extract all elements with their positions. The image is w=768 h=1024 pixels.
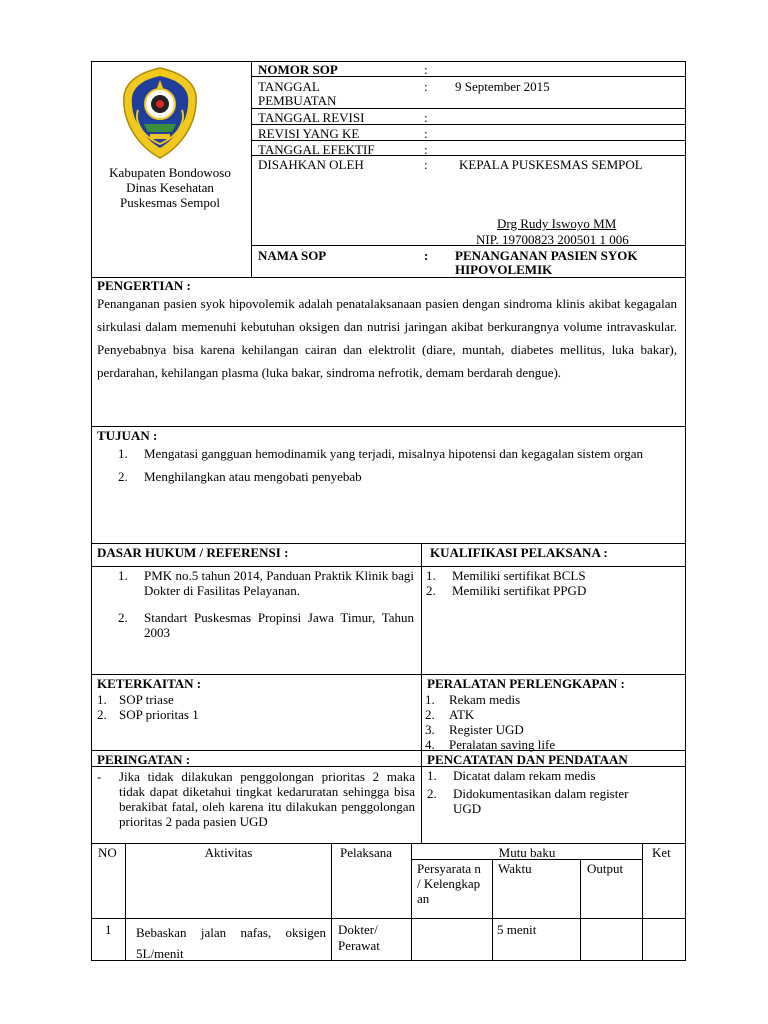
list-item xyxy=(118,610,414,640)
tanggal-pembuatan-colon: : xyxy=(424,79,428,94)
list-item xyxy=(118,443,677,464)
list-text: Register UGD xyxy=(449,722,524,737)
list-number: 2. xyxy=(425,707,435,722)
kualifikasi-title: KUALIFIKASI PELAKSANA : xyxy=(430,545,608,560)
list-item xyxy=(97,707,199,722)
table-col xyxy=(331,843,332,960)
header-rule xyxy=(251,140,686,141)
keterkaitan-title: KETERKAITAN : xyxy=(97,676,202,691)
table-col xyxy=(642,843,643,960)
table-header-aktivitas: Aktivitas xyxy=(204,845,253,860)
nama-sop-label: NAMA SOP xyxy=(258,248,327,263)
list-number: 2. xyxy=(118,469,128,484)
border-right xyxy=(685,61,686,961)
tanggal-pembuatan-label-1: TANGGAL xyxy=(258,79,320,94)
list-text: ATK xyxy=(449,707,475,722)
table-header-persyaratan: Persyarata n / Kelengkap an xyxy=(417,861,481,906)
table-rule xyxy=(91,918,686,919)
header-rule xyxy=(251,124,686,125)
table-cell-pelaksana: Dokter/ Perawat xyxy=(338,922,380,953)
table-header-no: NO xyxy=(98,845,117,860)
list-item xyxy=(118,568,414,598)
list-number: 4. xyxy=(425,737,435,752)
disahkan-colon: : xyxy=(424,157,428,172)
pengertian-title: PENGERTIAN : xyxy=(97,278,191,293)
table-col xyxy=(580,859,581,960)
list-text: Rekam medis xyxy=(449,692,521,707)
list-text: Menghilangkan atau mengobati penyebab xyxy=(144,469,362,484)
nama-sop-value-2: HIPOVOLEMIK xyxy=(455,262,553,277)
nama-sop-colon: : xyxy=(424,248,429,263)
list-text: SOP prioritas 1 xyxy=(119,707,199,722)
list-number: 1. xyxy=(426,568,436,583)
tanggal-revisi-colon: : xyxy=(424,110,428,125)
disahkan-value: KEPALA PUSKESMAS SEMPOL xyxy=(459,157,643,172)
tujuan-list xyxy=(118,443,677,487)
table-col xyxy=(125,843,126,960)
org-name xyxy=(92,165,248,210)
logo xyxy=(120,66,200,162)
dasar-hukum-title: DASAR HUKUM / REFERENSI : xyxy=(97,545,289,560)
table-header-pelaksana: Pelaksana xyxy=(340,845,392,860)
section-divider xyxy=(421,543,422,843)
disahkan-label: DISAHKAN OLEH xyxy=(258,157,364,172)
keterkaitan-list xyxy=(97,692,199,722)
org-line-3: Puskesmas Sempol xyxy=(119,195,221,210)
peralatan-title: PERALATAN PERLENGKAPAN : xyxy=(427,676,625,691)
list-item xyxy=(425,707,555,722)
list-text: SOP triase xyxy=(119,692,174,707)
section-rule xyxy=(91,277,686,278)
table-header-mutu-baku: Mutu baku xyxy=(498,845,556,860)
list-text: Standart Puskesmas Propinsi Jawa Timur, Tahun 2003 xyxy=(144,610,414,640)
table-bottom xyxy=(91,960,686,961)
nomor-sop-colon: : xyxy=(424,62,428,77)
peringatan-text: Jika tidak dilakukan penggolongan prioritas 2 maka tidak dapat diketahui tingkat kedaruratan sehingga bisa berakibat fatal, oleh karena itu dilakukan penggolongan prioritas 2 pada pasien UGD xyxy=(119,769,415,829)
header-rule xyxy=(251,76,686,77)
signatory-nip: NIP. 19700823 200501 1 006 xyxy=(476,232,629,247)
list-number: 1. xyxy=(118,568,128,583)
section-rule xyxy=(91,426,686,427)
list-item xyxy=(425,722,555,737)
border-left xyxy=(91,61,92,961)
section-rule xyxy=(91,674,686,675)
list-number: 3. xyxy=(425,722,435,737)
section-rule xyxy=(91,766,686,767)
list-number: 1. xyxy=(427,768,437,783)
table-header-ket: Ket xyxy=(652,845,671,860)
table-col xyxy=(492,859,493,960)
list-text: Peralatan saving life xyxy=(449,737,556,752)
tanggal-pembuatan-label-2: PEMBUATAN xyxy=(258,93,337,108)
list-item xyxy=(426,583,586,598)
table-rule xyxy=(91,843,686,844)
list-number: 2. xyxy=(427,786,437,801)
table-header-waktu: Waktu xyxy=(498,861,532,876)
table-col xyxy=(411,843,412,960)
header-rule xyxy=(251,108,686,109)
list-item xyxy=(427,786,657,816)
list-text: Mengatasi gangguan hemodinamik yang terjadi, misalnya hipotensi dan kegagalan sistem organ xyxy=(144,446,644,461)
list-number: 1. xyxy=(425,692,435,707)
nama-sop-value-1: PENANGANAN PASIEN SYOK xyxy=(455,248,638,263)
org-line-1: Kabupaten Bondowoso xyxy=(109,165,231,180)
header-rule xyxy=(251,155,686,156)
kualifikasi-list xyxy=(426,568,586,598)
table-cell-aktivitas: Bebaskan jalan nafas, oksigen 5L/menit xyxy=(136,925,326,961)
list-number: 1. xyxy=(118,446,128,461)
list-text: Dicatat dalam rekam medis xyxy=(453,768,596,783)
tanggal-pembuatan-value: 9 September 2015 xyxy=(455,79,550,94)
emblem-icon xyxy=(120,66,200,162)
section-rule xyxy=(91,750,686,751)
tanggal-efektif-colon: : xyxy=(424,142,428,157)
list-number: 1. xyxy=(97,692,107,707)
revisi-ke-label: REVISI YANG KE xyxy=(258,126,360,141)
list-number: 2. xyxy=(97,707,107,722)
list-text: PMK no.5 tahun 2014, Panduan Praktik Klinik bagi Dokter di Fasilitas Pelayanan. xyxy=(144,568,414,598)
list-text: Didokumentasikan dalam register UGD xyxy=(453,786,629,816)
peringatan-title: PERINGATAN : xyxy=(97,752,191,767)
list-text: Memiliki sertifikat BCLS xyxy=(452,568,586,583)
list-item xyxy=(427,768,657,783)
list-item xyxy=(425,692,555,707)
peralatan-list xyxy=(425,692,555,752)
section-rule xyxy=(91,543,686,544)
org-line-2: Dinas Kesehatan xyxy=(126,180,214,195)
tanggal-revisi-label: TANGGAL REVISI xyxy=(258,110,365,125)
list-number: 2. xyxy=(426,583,436,598)
table-cell-no: 1 xyxy=(105,922,112,937)
peringatan-bullet: - xyxy=(97,769,102,784)
signatory-name: Drg Rudy Iswoyo MM xyxy=(497,216,617,231)
table-header-output: Output xyxy=(587,861,624,876)
pencatatan-title: PENCATATAN DAN PENDATAAN xyxy=(427,752,628,767)
section-rule xyxy=(91,566,686,567)
dasar-hukum-list xyxy=(118,568,414,640)
table-rule xyxy=(411,859,643,860)
list-item xyxy=(426,568,586,583)
tanggal-efektif-label: TANGGAL EFEKTIF xyxy=(258,142,375,157)
table-cell-waktu: 5 menit xyxy=(497,922,537,937)
nomor-sop-label: NOMOR SOP xyxy=(258,62,338,77)
pencatatan-list xyxy=(427,768,657,816)
tujuan-title: TUJUAN : xyxy=(97,428,158,443)
list-text: Memiliki sertifikat PPGD xyxy=(452,583,587,598)
list-item xyxy=(97,692,199,707)
list-number: 2. xyxy=(118,610,128,625)
revisi-ke-colon: : xyxy=(424,126,428,141)
list-item xyxy=(118,466,677,487)
border-top xyxy=(91,61,686,62)
header-rule xyxy=(251,245,686,246)
pengertian-text: Penanganan pasien syok hipovolemik adalah penatalaksanaan pasien dengan sindroma klinis akibat kegagalan sirkulasi dalam memenuhi kebutuhan oksigen dan nutrisi jaringan akibat berkurangnya volume intravaskular. Penyebabnya bisa karena kehilangan cairan dan elektrolit (diare, muntah, diabetes mellitus, luka bakar), perdarahan, kehilangan plasma (luka bakar, sindroma nefrotik, demam berdarah dengue). xyxy=(97,296,677,380)
